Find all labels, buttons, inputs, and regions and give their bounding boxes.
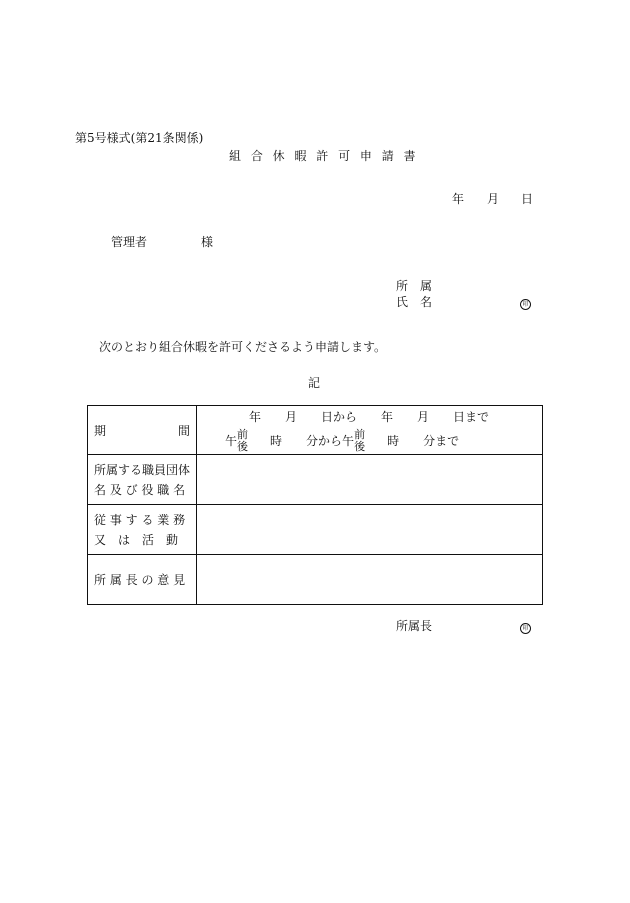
ki-heading: 記	[308, 376, 321, 390]
gozen-label-2: 前	[354, 427, 366, 441]
applicant-affiliation-label: 所 属	[396, 279, 433, 293]
org-value-cell[interactable]	[197, 455, 543, 505]
org-label-line-1: 所属する職員団体	[94, 463, 191, 477]
org-row	[88, 455, 543, 505]
gogo-label-2: 後	[354, 439, 366, 453]
gogo-label-1: 後	[237, 439, 249, 453]
applicant-name-label: 氏 名	[396, 295, 433, 309]
fun-made-label: 分まで	[423, 434, 460, 448]
supervisor-label: 所属長	[396, 619, 433, 633]
gozen-label-1: 前	[237, 427, 249, 441]
duty-label-line-2: 又 は 活 動	[94, 533, 179, 547]
date-day-label: 日	[521, 192, 534, 206]
period-row-1: 年 月 日から 年 月 日まで	[249, 409, 490, 424]
period-row-2	[197, 429, 542, 453]
ji-label-2: 時	[387, 434, 400, 448]
applicant-seal-icon: 印	[520, 296, 531, 310]
application-table	[87, 405, 543, 605]
ji-label-1: 時	[270, 434, 283, 448]
ampm-stack-2	[354, 429, 365, 453]
document-title: 組 合 休 暇 許 可 申 請 書	[229, 149, 419, 163]
duty-row	[88, 505, 543, 555]
addressee-label: 管理者	[111, 235, 148, 249]
duty-value-cell[interactable]	[197, 505, 543, 555]
go-label-2: 午	[342, 434, 355, 448]
date-month-label: 月	[487, 192, 500, 206]
supervisor-seal-icon: 印	[520, 620, 531, 634]
opinion-row	[88, 555, 543, 605]
period-value-cell	[197, 406, 543, 455]
period-row	[88, 406, 543, 455]
intro-text: 次のとおり組合休暇を許可くださるよう申請します。	[99, 340, 387, 354]
addressee-suffix: 様	[201, 235, 214, 249]
opinion-label: 所 属 長 の 意 見	[94, 573, 186, 587]
go-label-1: 午	[225, 434, 238, 448]
org-label-line-2: 名 及 び 役 職 名	[94, 483, 186, 497]
org-label-cell	[88, 455, 197, 505]
duty-label-line-1: 従 事 す る 業 務	[94, 513, 186, 527]
date-year-label: 年	[452, 192, 465, 206]
opinion-value-cell[interactable]	[197, 555, 543, 605]
ampm-stack-1	[237, 429, 248, 453]
period-label: 期 間	[94, 423, 190, 438]
duty-label-cell	[88, 505, 197, 555]
opinion-label-cell	[88, 555, 197, 605]
period-label-cell	[88, 406, 197, 455]
fun-kara-label: 分から	[306, 434, 343, 448]
form-number: 第5号様式(第21条関係)	[75, 131, 204, 145]
